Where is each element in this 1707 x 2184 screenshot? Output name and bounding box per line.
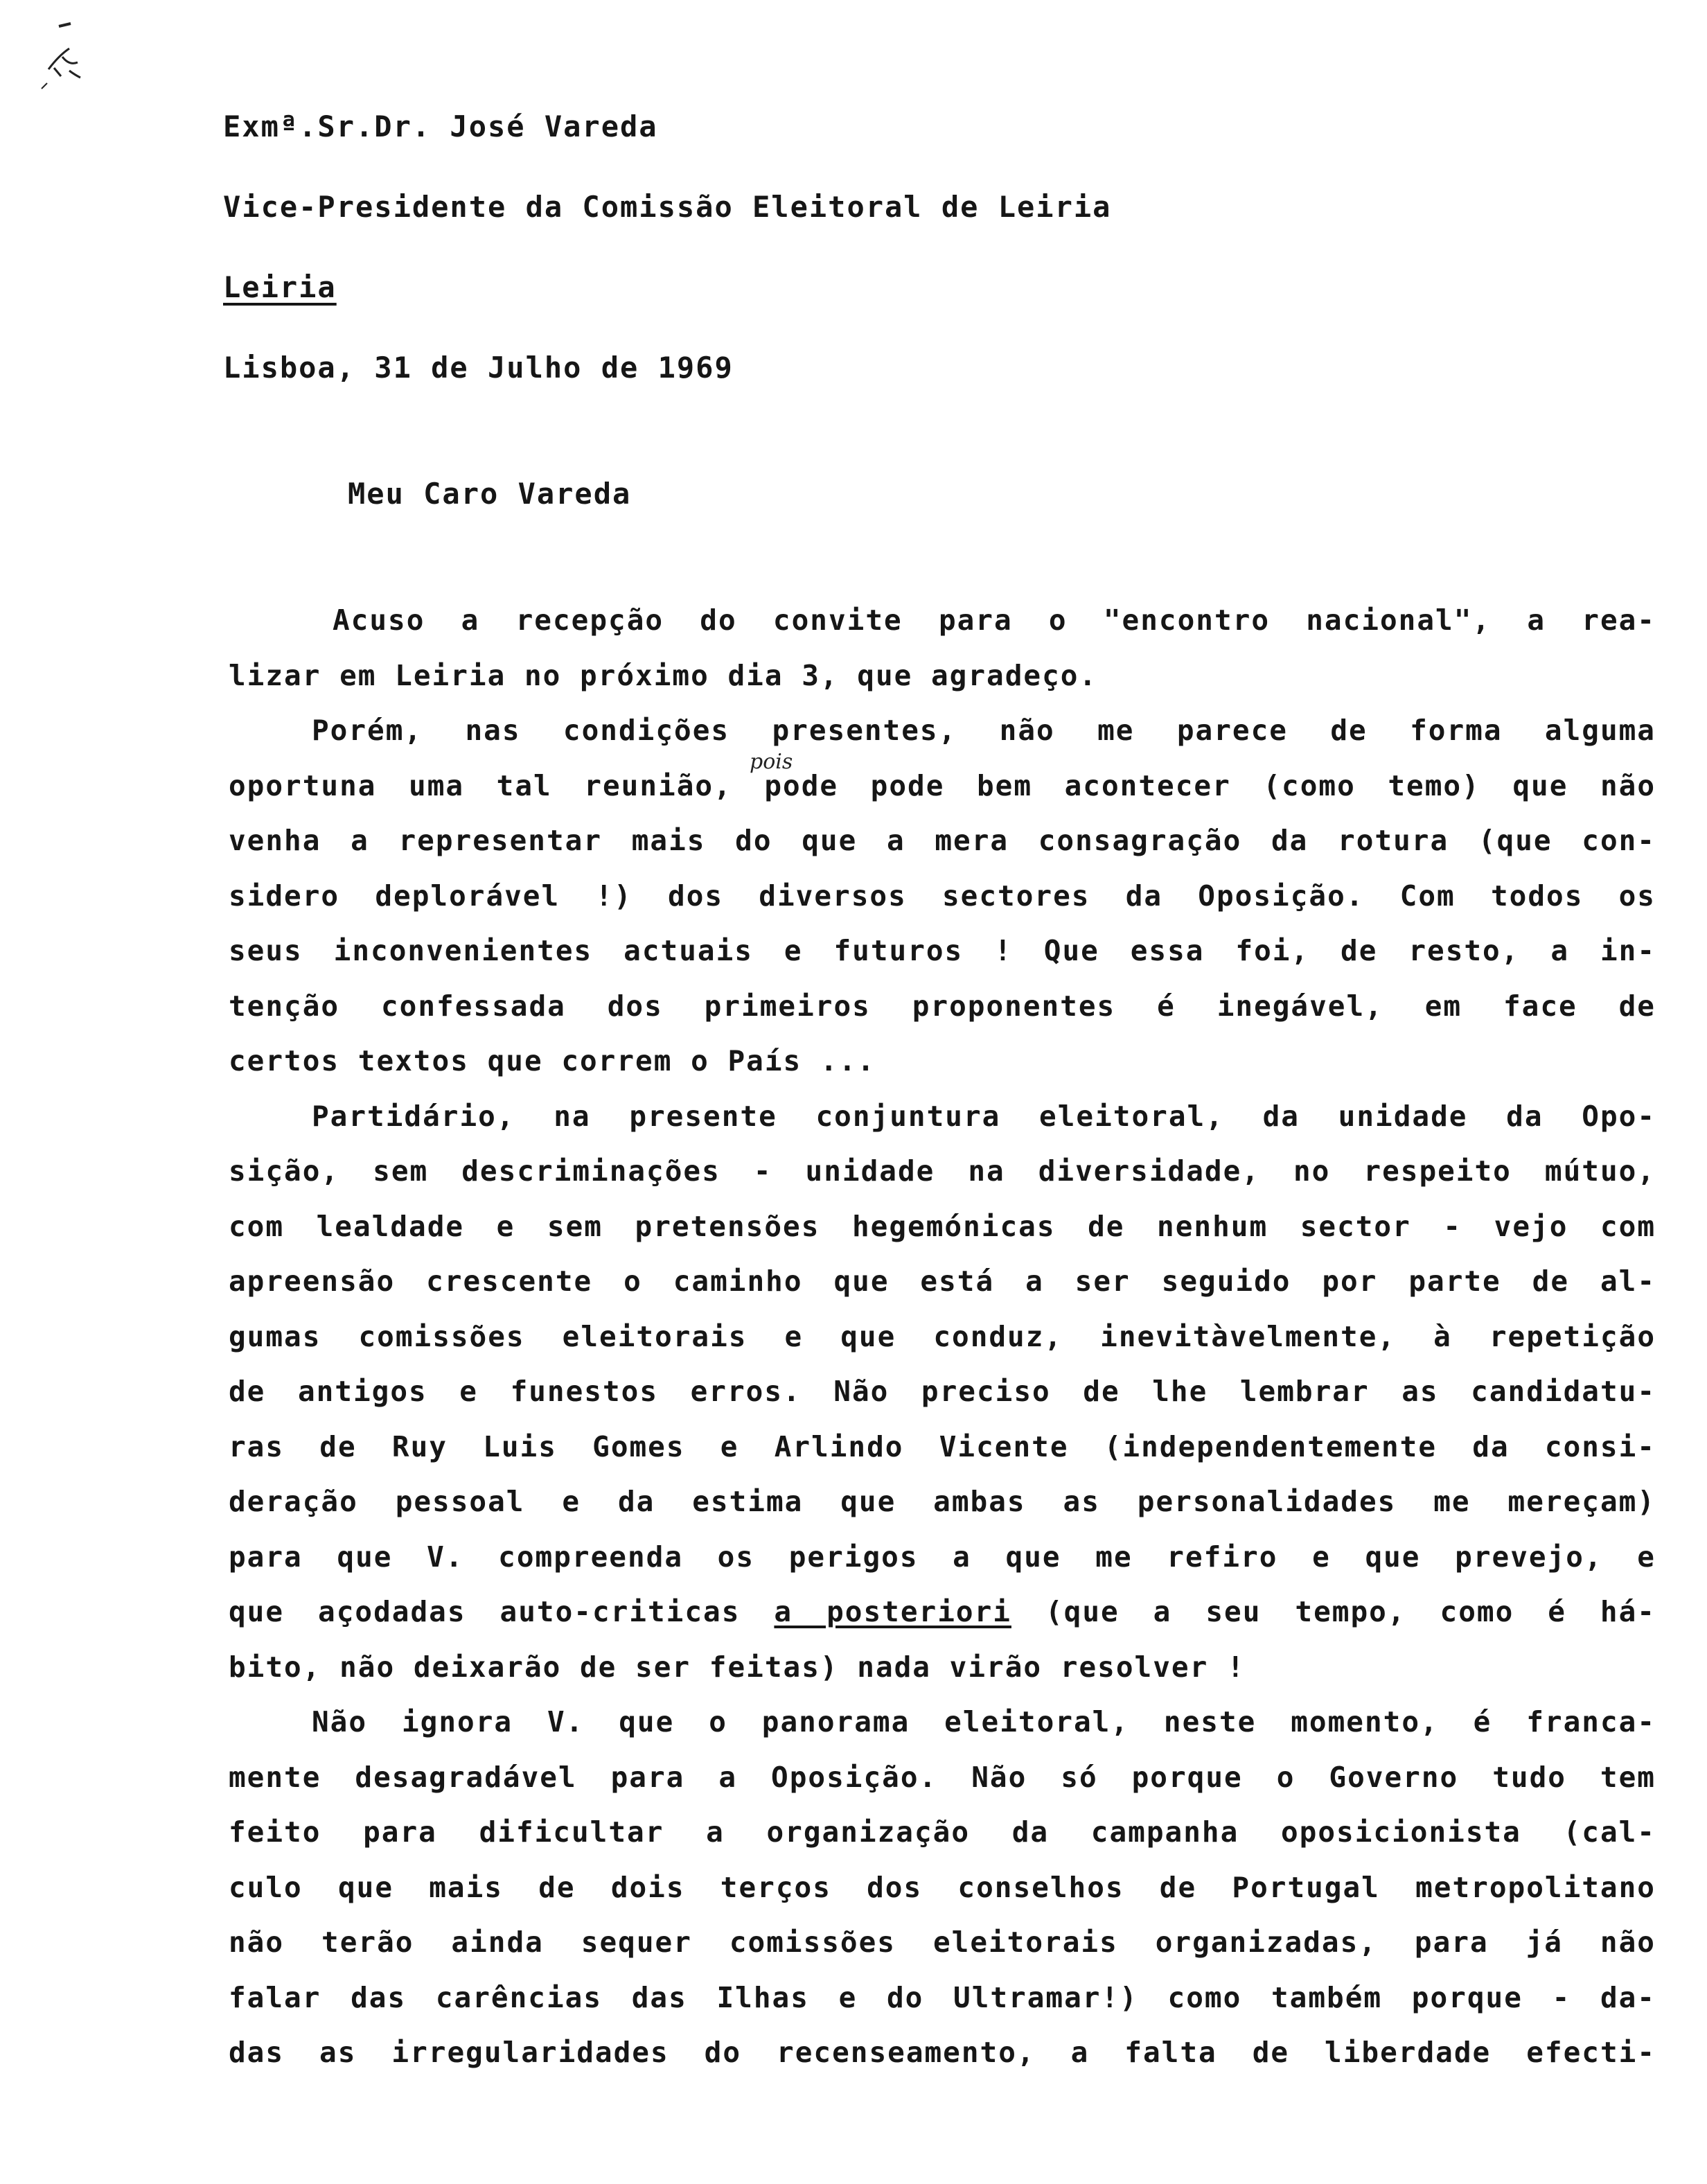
body-line: com lealdade e sem pretensões hegemónicas de nenhum sector - vejo com [229,1209,1656,1243]
body-line: sição, sem descriminações - unidade na diversidade, no respeito mútuo, [229,1154,1656,1188]
body-line: sidero deplorável !) dos diversos sectores da Oposição. Com todos os [229,879,1656,913]
body-line: oportuna uma tal reunião, pode pode bem acontecer (como temo) que não [229,768,1656,802]
body-line: bito, não deixarão de ser feitas) nada virão resolver ! [229,1650,1246,1684]
body-line: certos textos que correm o País ... [229,1044,876,1077]
letter-body [229,593,1656,2081]
underlined-phrase: a posteriori [774,1595,1011,1628]
salutation: Meu Caro Vareda [348,477,632,511]
body-line: venha a representar mais do que a mera consagração da rotura (que con- [229,824,1656,857]
body-line: das as irregularidades do recenseamento, a falta de liberdade efecti- [229,2036,1656,2069]
city-line: Leiria [223,270,337,304]
body-line: Acuso a recepção do convite para o "encontro nacional", a rea- [333,604,1656,637]
body-line: Não ignora V. que o panorama eleitoral, neste momento, é franca- [312,1705,1656,1738]
recipient-line: Exmª.Sr.Dr. José Vareda [223,109,658,143]
body-line: lizar em Leiria no próximo dia 3, que agradeço. [229,658,1098,692]
body-line: para que V. compreenda os perigos a que me refiro e que prevejo, e [229,1540,1656,1574]
body-line-start: que açodadas auto-criticas [229,1595,775,1628]
letter-header [223,104,1539,425]
body-line: ras de Ruy Luis Gomes e Arlindo Vicente (independentemente da consi- [229,1429,1656,1463]
body-line: culo que mais de dois terços dos conselhos de Portugal metropolitano [229,1870,1656,1904]
body-line-end: (que a seu tempo, como é há- [1011,1595,1656,1628]
body-line: mente desagradável para a Oposição. Não só porque o Governo tudo tem [229,1760,1656,1794]
body-line: não terão ainda sequer comissões eleitorais organizadas, para já não [229,1926,1656,1959]
body-line: Partidário, na presente conjuntura eleitoral, da unidade da Opo- [312,1099,1656,1133]
body-line: deração pessoal e da estima que ambas as personalidades me mereçam) [229,1485,1656,1518]
position-line: Vice-Presidente da Comissão Eleitoral de Leiria [223,190,1112,224]
body-line: seus inconvenientes actuais e futuros ! Que essa foi, de resto, a in- [229,934,1656,967]
body-line: Porém, nas condições presentes, não me parece de forma alguma [312,714,1656,747]
handwritten-insert: pois [750,750,793,774]
date-line: Lisboa, 31 de Julho de 1969 [223,351,734,385]
body-line: de antigos e funestos erros. Não preciso de lhe lembrar as candidatu- [229,1375,1656,1408]
body-line: tenção confessada dos primeiros proponentes é inegável, em face de [229,989,1656,1023]
handwritten-mark-icon [21,14,83,90]
body-line: apreensão crescente o caminho que está a ser seguido por parte de al- [229,1265,1656,1298]
body-line: gumas comissões eleitorais e que conduz, inevitàvelmente, à repetição [229,1319,1656,1353]
body-line: feito para dificultar a organização da campanha oposicionista (cal- [229,1815,1656,1849]
body-line: falar das carências das Ilhas e do Ultramar!) como também porque - da- [229,1980,1656,2014]
body-line [229,1585,1656,1640]
